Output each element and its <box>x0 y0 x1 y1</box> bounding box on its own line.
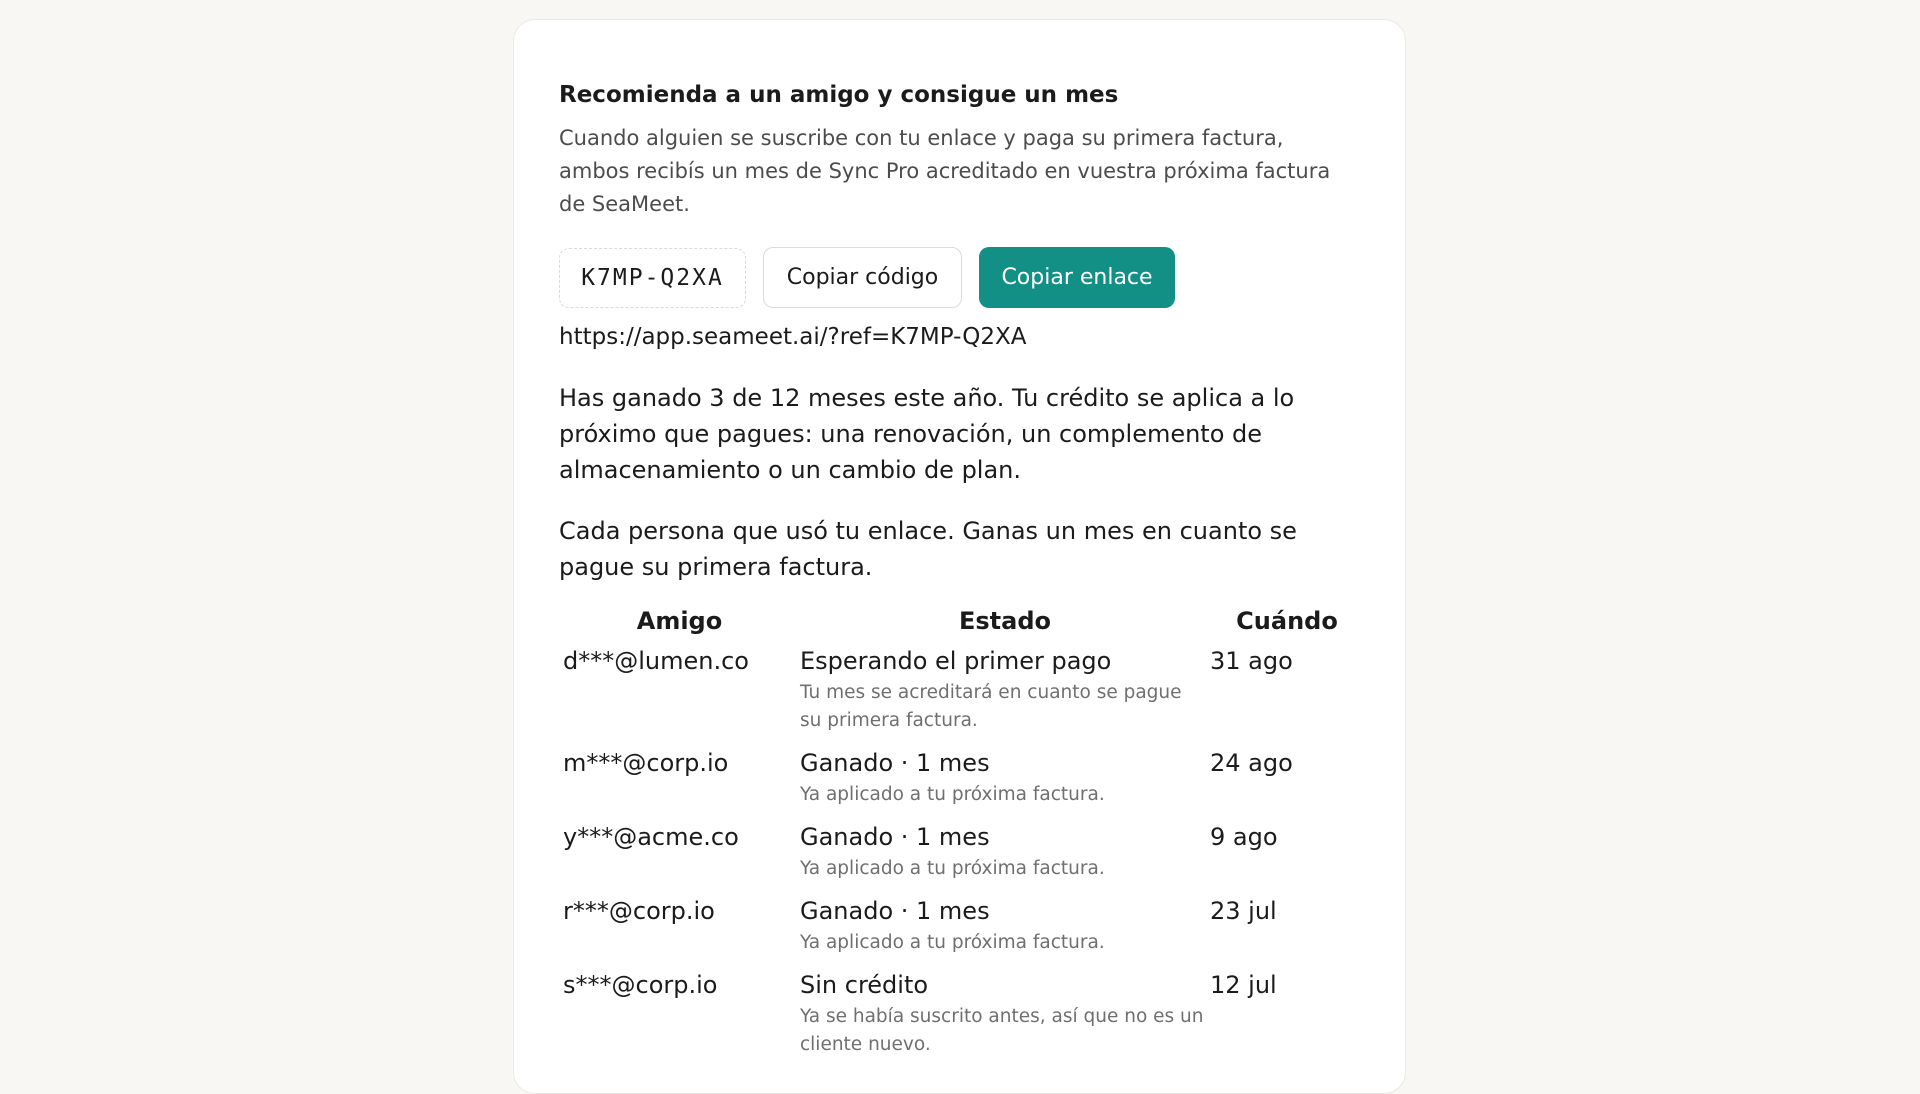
referrals-table <box>559 605 1364 1067</box>
status-label: Esperando el primer pago <box>800 647 1112 675</box>
header-friend: Amigo <box>636 607 723 635</box>
status-label: Ganado · 1 mes <box>800 749 990 777</box>
progress-text: Has ganado 3 de 12 meses este año. Tu crédito se aplica a lo próximo que pagues: una renovación, un complemento de almacenamiento o un cambio de plan. <box>559 384 1295 484</box>
status-note: Ya aplicado a tu próxima factura. <box>800 858 1105 879</box>
status-note: Ya aplicado a tu próxima factura. <box>800 932 1105 953</box>
table-row <box>559 965 1364 1067</box>
table-row <box>559 641 1364 743</box>
friend-email: m***@corp.io <box>563 749 729 777</box>
referral-date: 9 ago <box>1210 823 1278 851</box>
copy-code-button[interactable]: Copiar código <box>763 247 962 308</box>
table-row <box>559 817 1364 891</box>
referral-date: 12 jul <box>1210 971 1277 999</box>
status-label: Ganado · 1 mes <box>800 823 990 851</box>
table-intro: Cada persona que usó tu enlace. Ganas un mes en cuanto se pague su primera factura. <box>559 517 1297 581</box>
table-header <box>559 605 1364 637</box>
friend-email: d***@lumen.co <box>563 647 749 675</box>
header-when: Cuándo <box>1236 607 1338 635</box>
referral-actions <box>559 247 1361 308</box>
status-cell <box>800 969 1210 1067</box>
referral-intro: Cuando alguien se suscribe con tu enlace y paga su primera factura, ambos recibís un mes de Sync Pro acreditado en vuestra próxima factura de SeaMeet. <box>559 126 1331 216</box>
referral-link[interactable]: https://app.seameet.ai/?ref=K7MP-Q2XA <box>559 324 1027 350</box>
table-row <box>559 743 1364 817</box>
referral-heading: Recomienda a un amigo y consigue un mes <box>559 82 1119 108</box>
referral-date: 23 jul <box>1210 897 1277 925</box>
referral-date: 24 ago <box>1210 749 1293 777</box>
status-label: Ganado · 1 mes <box>800 897 990 925</box>
status-label: Sin crédito <box>800 971 929 999</box>
referral-card <box>513 19 1406 1094</box>
status-note: Tu mes se acreditará en cuanto se pague su primera factura. <box>800 682 1182 731</box>
referral-date: 31 ago <box>1210 647 1293 675</box>
table-row <box>559 891 1364 965</box>
friend-email: s***@corp.io <box>563 971 718 999</box>
referral-code[interactable]: K7MP-Q2XA <box>559 248 746 308</box>
friend-email: r***@corp.io <box>563 897 715 925</box>
copy-link-button[interactable]: Copiar enlace <box>979 247 1175 308</box>
friend-email: y***@acme.co <box>563 823 739 851</box>
status-note: Ya se había suscrito antes, así que no es un cliente nuevo. <box>800 1006 1204 1055</box>
status-cell <box>800 747 1210 817</box>
header-status: Estado <box>958 607 1051 635</box>
status-cell <box>800 645 1210 743</box>
status-note: Ya aplicado a tu próxima factura. <box>800 784 1105 805</box>
status-cell <box>800 895 1210 965</box>
status-cell <box>800 821 1210 891</box>
